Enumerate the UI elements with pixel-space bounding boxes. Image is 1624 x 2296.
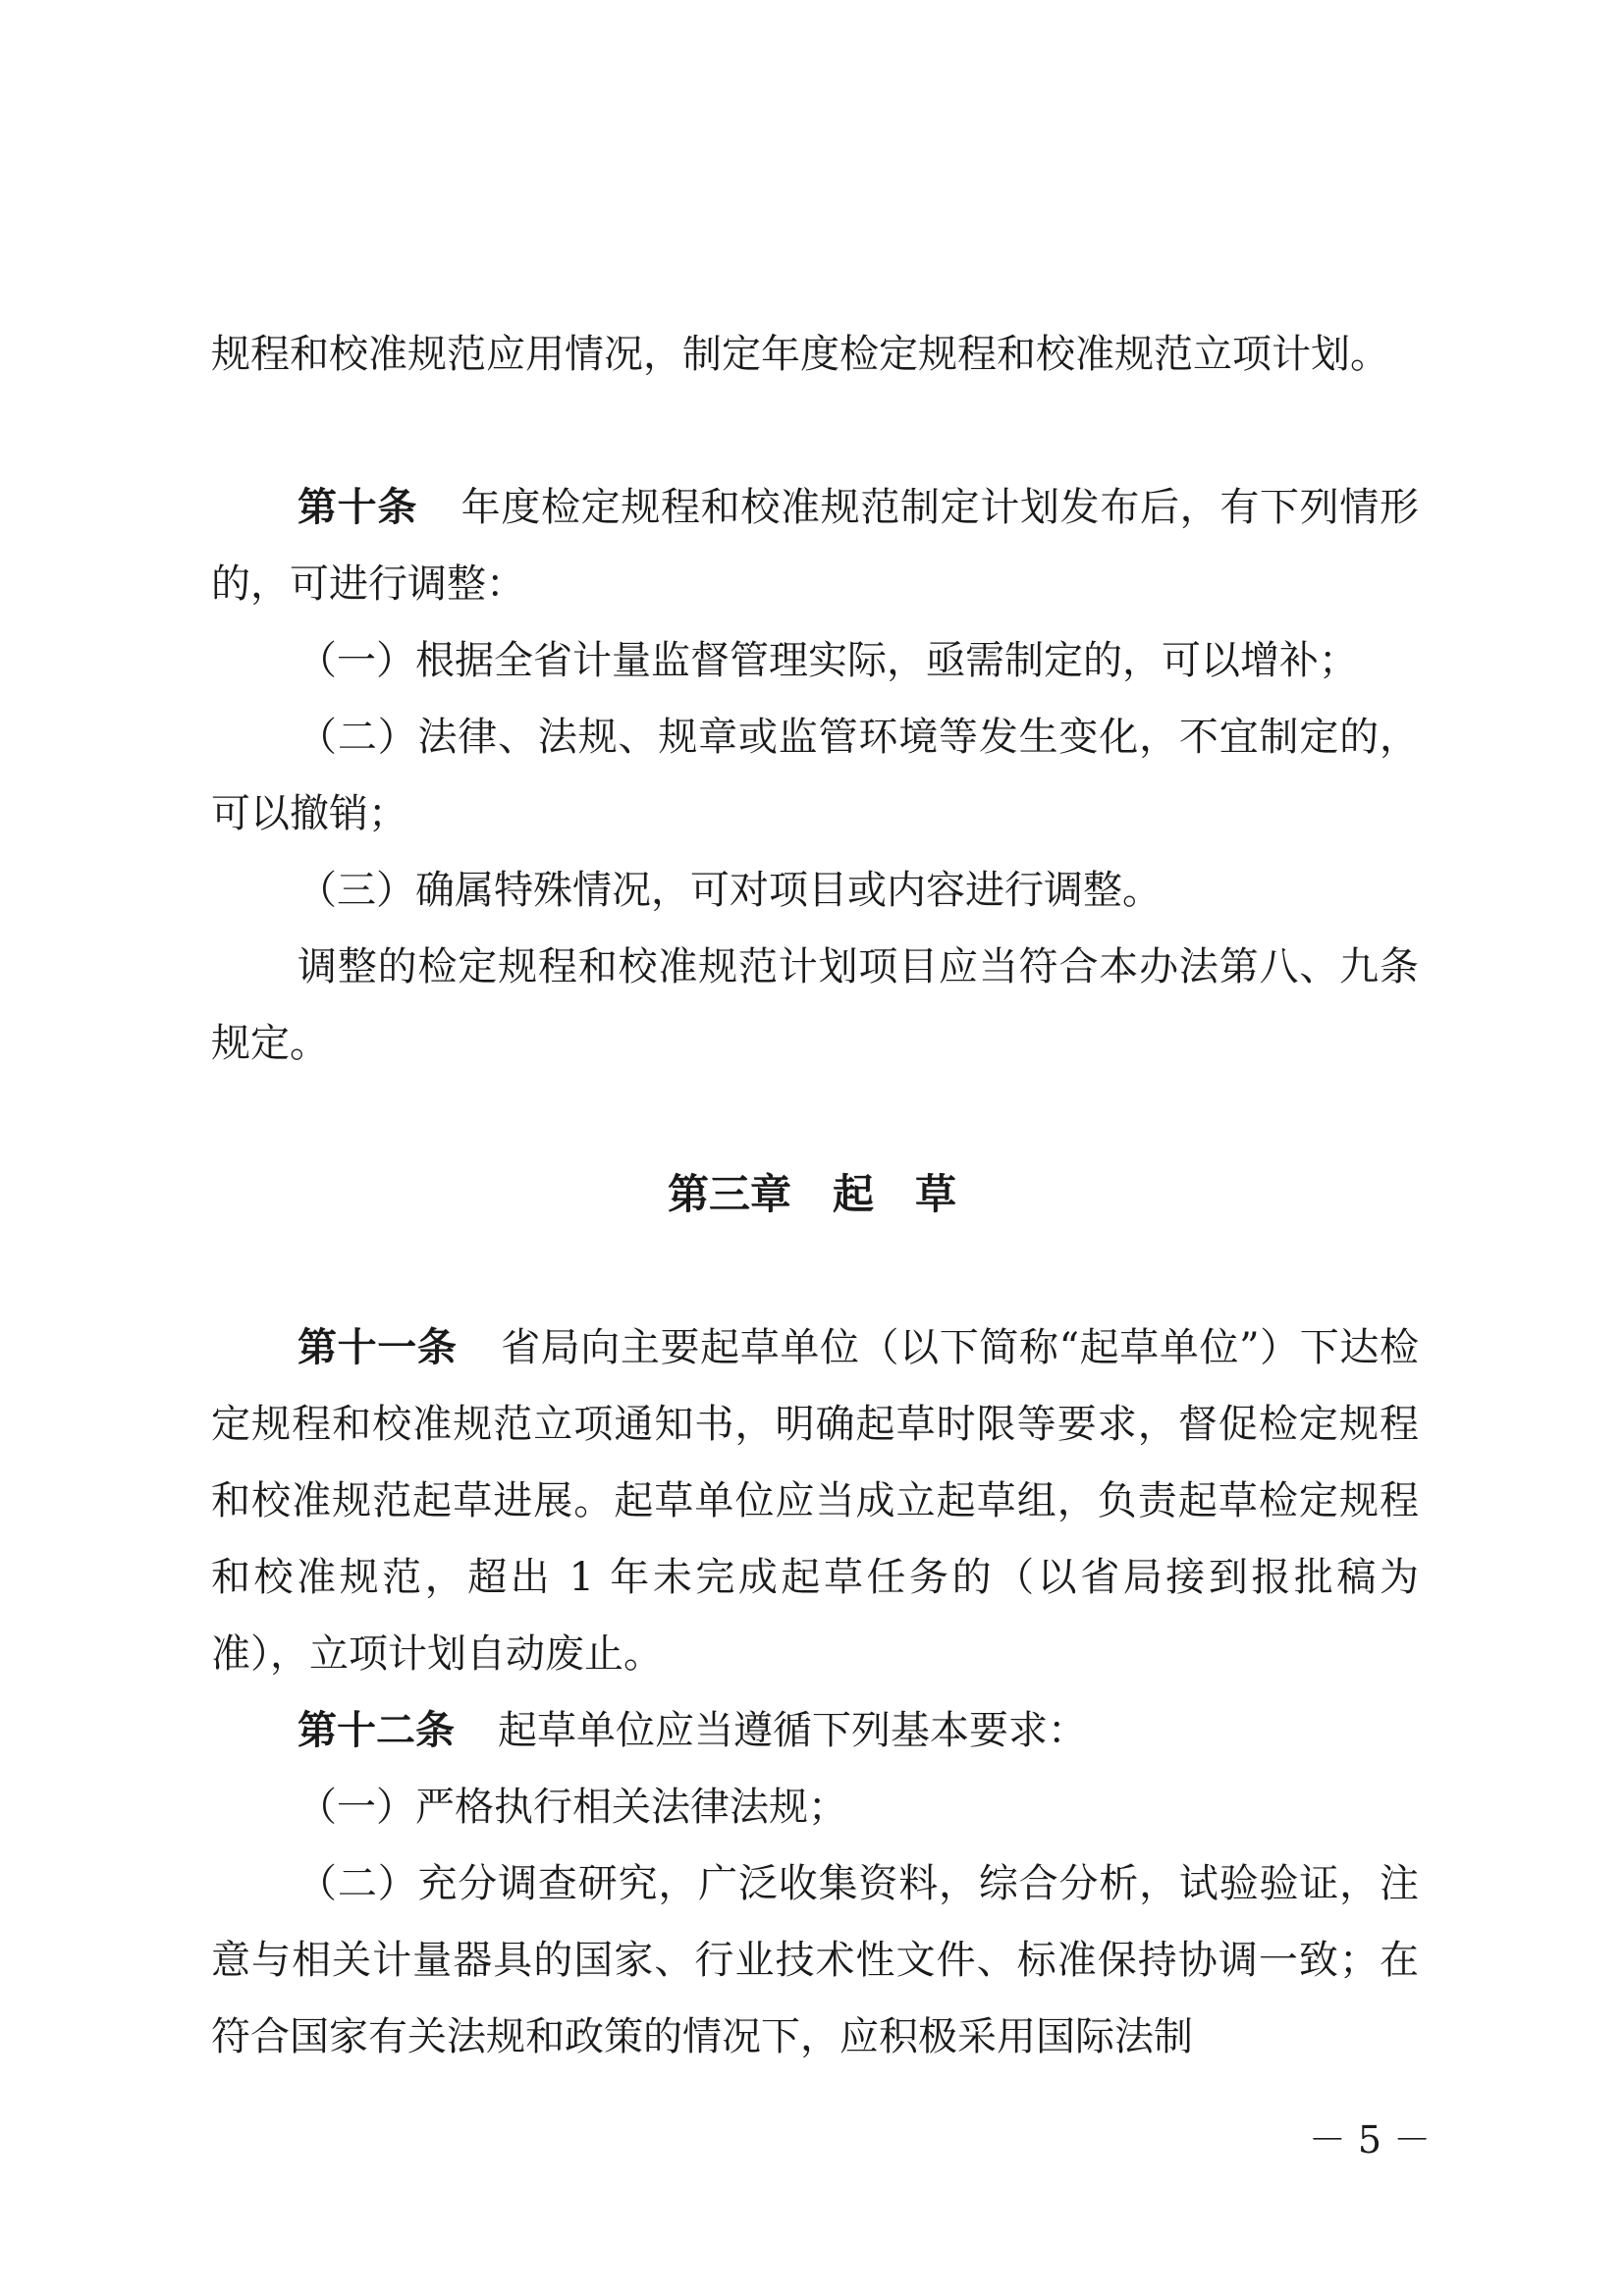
article-label: 第十条 bbox=[298, 485, 417, 530]
article-label: 第十一条 bbox=[298, 1325, 458, 1370]
paragraph-text: 规程和校准规范应用情况，制定年度检定规程和校准规范立项计划。 bbox=[211, 332, 1389, 377]
article-10-item-2 bbox=[211, 699, 1419, 852]
article-12-item-1 bbox=[211, 1769, 1419, 1845]
article-label: 第十二条 bbox=[298, 1708, 455, 1753]
item-text: （二）法律、法规、规章或监管环境等发生变化，不宜制定的，可以撤销； bbox=[211, 715, 1419, 836]
article-10-item-3 bbox=[211, 852, 1419, 929]
item-text: （一）根据全省计量监督管理实际，亟需制定的，可以增补； bbox=[298, 638, 1358, 683]
article-text: 起草单位应当遵循下列基本要求： bbox=[498, 1708, 1087, 1753]
item-text: （二）充分调查研究，广泛收集资料，综合分析，试验验证，注意与相关计量器具的国家、行业技术性文件、标准保持协调一致；在符合国家有关法规和政策的情况下，应积极采用国际法制 bbox=[211, 1861, 1419, 2059]
article-10-item-1 bbox=[211, 622, 1419, 699]
article-12-item-2 bbox=[211, 1845, 1419, 2075]
article-11 bbox=[211, 1309, 1419, 1692]
note-text: 调整的检定规程和校准规范计划项目应当符合本办法第八、九条规定。 bbox=[211, 944, 1419, 1066]
item-text: （一）严格执行相关法律法规； bbox=[298, 1785, 847, 1830]
article-text: 年度检定规程和校准规范制定计划发布后，有下列情形的，可进行调整： bbox=[211, 485, 1419, 607]
paragraph-continuation bbox=[211, 316, 1419, 393]
article-12 bbox=[211, 1692, 1419, 1769]
article-10 bbox=[211, 469, 1419, 622]
article-text: 省局向主要起草单位（以下简称“起草单位”）下达检定规程和校准规范立项通知书，明确起草时限等要求，督促检定规程和校准规范起草进展。起草单位应当成立起草组，负责起草检定规程和校准规范，超出 1 年未完成起草任务的（以省局接到报批稿为准），立项计划自动废止。 bbox=[211, 1325, 1420, 1677]
item-text: （三）确属特殊情况，可对项目或内容进行调整。 bbox=[298, 868, 1162, 913]
page-number: － 5 － bbox=[1308, 2118, 1432, 2162]
chapter-heading: 第三章 起 草 bbox=[667, 1170, 956, 1218]
article-10-note bbox=[211, 929, 1419, 1082]
